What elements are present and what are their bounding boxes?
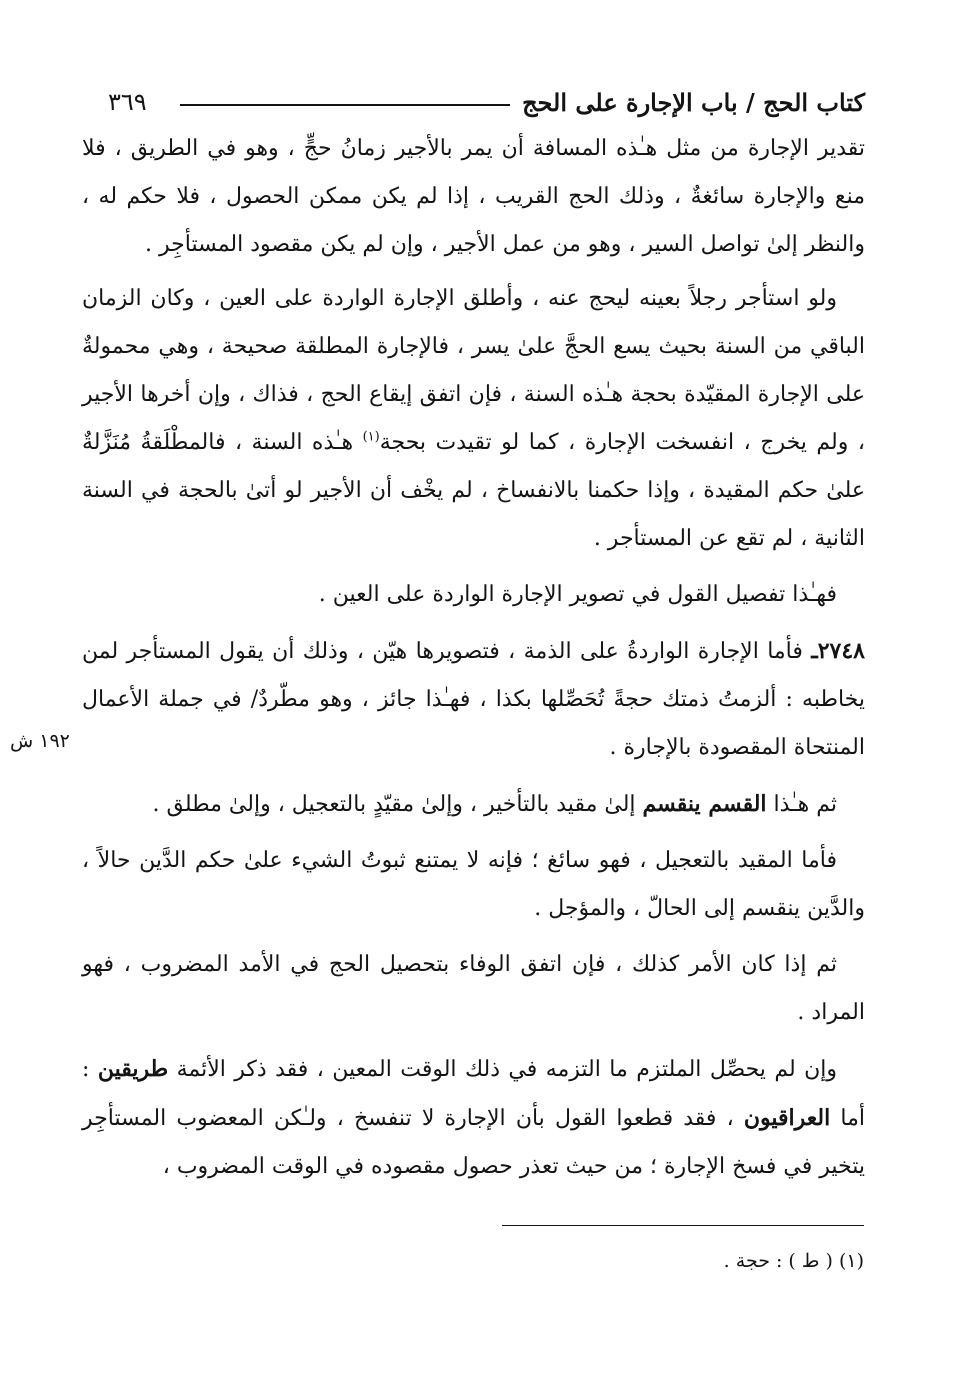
- footnote: (١) ( ط ) : حجة .: [723, 1250, 864, 1272]
- paragraph-3: فهـٰذا تفصيل القول في تصوير الإجارة الواردة على العين .: [318, 582, 837, 607]
- paragraph-8-bold-2: العراقيون: [743, 1105, 831, 1131]
- paragraph-4-text: فأما الإجارة الواردةُ على الذمة ، فتصويرها هيّن ، وذلك أن يقول المستأجر لمن يخاطبه : ألزمتُ ذمتك حجةً تُحَصِّلها بكذا ، فهـٰذا جائز ، وهو مطّردٌ/ في جملة الأعمال المنتحاة المقصودة بالإجارة .: [82, 639, 865, 760]
- paragraph-2-part-a: ولو استأجر رجلاً بعينه ليحج عنه ، وأطلق الإجارة الواردة على العين ، وكان الزمان الباقي من السنة بحيث يسع الحجَّ علىٰ يسر ، فالإجارة المطلقة صحيحة ، وهي محمولةٌ على الإجارة المقيّدة بحجة هـٰذه السنة ، فإن اتفق إيقاع الحج ، فذاك ، وإن أخرها الأجير ، ولم يخرج ، انفسخت الإجارة ، كما لو تقيدت بحجة: [82, 286, 865, 455]
- page-header: [100, 82, 865, 122]
- header-rule: [180, 104, 510, 106]
- paragraph-5: [82, 780, 865, 829]
- page-number: ٣٦٩: [108, 88, 147, 116]
- issue-number: ٢٧٤٨ـ: [811, 638, 865, 664]
- paragraph-1: تقدير الإجارة من مثل هـٰذه المسافة أن يمر بالأجير زمانُ حجٍّ ، وهو في الطريق ، فلا منع والإجارة سائغةٌ ، وذلك الحج القريب ، إذا لم يكن ممكن الحصول ، فلا حكم له ، والنظر إلىٰ تواصل السير ، وهو من عمل الأجير ، وإن لم يكن مقصود المستأجِر .: [82, 136, 865, 257]
- paragraph-5-part-a: ثم هـٰذا: [766, 792, 837, 817]
- paragraph-4: [82, 627, 865, 772]
- paragraph-2: [82, 275, 865, 563]
- paragraph-7: ثم إذا كان الأمر كذلك ، فإن اتفق الوفاء بتحصيل الحج في الأمد المضروب ، فهو المراد .: [82, 952, 865, 1025]
- paragraph-5-part-b: إلىٰ مقيد بالتأخير ، وإلىٰ مقيّدٍ بالتعجيل ، وإلىٰ مطلق .: [152, 792, 643, 817]
- paragraph-5-bold: القسم ينقسم: [642, 791, 767, 817]
- running-title: كتاب الحج / باب الإجارة على الحج: [522, 88, 865, 117]
- body-text: [82, 125, 865, 1199]
- footnote-rule: [502, 1225, 864, 1226]
- paragraph-8-part-a: وإن لم يحصِّل الملتزم ما التزمه في ذلك الوقت المعين ، فقد ذكر الأئمة: [168, 1057, 837, 1082]
- paragraph-8: [82, 1045, 865, 1191]
- paragraph-2-part-b: هـٰذه السنة ، فالمطْلَقةُ مُنَزَّلةٌ علىٰ حكم المقيدة ، وإذا حكمنا بالانفساخ ، لم يخْف أن الأجير لو أتىٰ بالحجة في السنة الثانية ، لم تقع عن المستأجر .: [82, 430, 865, 551]
- paragraph-8-part-b: : أما: [82, 1057, 865, 1131]
- paragraph-8-part-c: ، فقد قطعوا القول بأن الإجارة لا تنفسخ ، ولـٰكن المعضوب المستأجِر يتخير في فسخ الإجارة ؛ من حيث تعذر حصول مقصوده في الوقت المضروب ،: [82, 1106, 865, 1179]
- manuscript-folio-note: ١٩٢ ش: [10, 730, 70, 752]
- paragraph-6: فأما المقيد بالتعجيل ، فهو سائغ ؛ فإنه لا يمتنع ثبوتُ الشيء علىٰ حكم الدَّين حالاً ، والدَّين ينقسم إلى الحالّ ، والمؤجل .: [82, 848, 865, 921]
- paragraph-8-bold-1: طريقين: [97, 1056, 169, 1082]
- footnote-reference: (١): [362, 429, 380, 445]
